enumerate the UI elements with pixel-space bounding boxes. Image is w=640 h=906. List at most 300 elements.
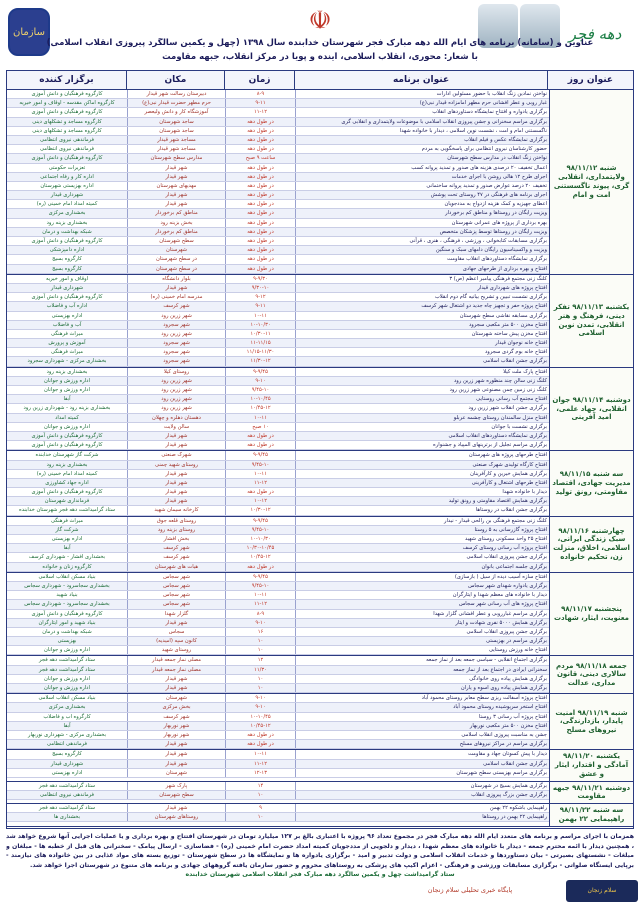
cell-program: کلنگ زنی سالن چند منظوره شهر زرین رود bbox=[295, 377, 549, 385]
cell-program: برگزاری جشن پیروزی انقلاب اسلامی bbox=[295, 628, 549, 636]
day-label: سه شنبه ۹۸/۱۱/۱۵ مدیریت جهادی، اقتصاد مقاومتی، رونق تولید bbox=[549, 451, 633, 515]
cell-program: برگزاری مراسم سخنرانی و جشن پیروزی انقلاب اسلامی با موضوعات ولایتمداری و انقلابی گری bbox=[295, 118, 549, 126]
cell-program: سخنرانی ایرادی در اجتماع بعد از نماز جمعه bbox=[295, 666, 549, 674]
cell-place: شهر کرسف bbox=[127, 302, 225, 310]
cell-organizer: اداره بهزیستی bbox=[51, 769, 83, 776]
day-group bbox=[7, 275, 633, 368]
cell-organizer: کارگروه فرهنگیان و دانش آموزی bbox=[31, 91, 103, 97]
cell-time: ۹-۱۲ bbox=[225, 293, 295, 301]
cell-organizer: کارگروه فرهنگیان و دانش آموزی bbox=[31, 432, 103, 439]
cell-time: در طول دهه bbox=[225, 219, 295, 227]
cell-time: در طول دهه bbox=[225, 237, 295, 245]
table-row bbox=[7, 395, 549, 404]
cell-organizer: اداره آب و فاضلاب bbox=[46, 303, 88, 310]
cell-organizer: شبکه بهداشت و درمان bbox=[42, 228, 92, 235]
cell-place: بخش مرکزی bbox=[127, 703, 225, 711]
cell-time: در طول دهه bbox=[225, 246, 295, 254]
table-row bbox=[7, 339, 549, 348]
day-rows bbox=[7, 517, 549, 572]
cell-place: در سطح شهرستان bbox=[127, 255, 225, 263]
cell-program: افتتاح خانه نوجوان قیدار bbox=[295, 339, 549, 347]
cell-time: ۱۱/۳۰-۱۲ bbox=[225, 357, 295, 365]
cell-time: ۹-۹/۴۵ bbox=[225, 368, 295, 376]
cell-time: ۹-۹/۴۵ bbox=[225, 451, 295, 459]
table-row bbox=[7, 228, 549, 237]
cell-organizer: بخشداری سجاسرود - شهرداری سجاس bbox=[24, 582, 110, 589]
cell-organizer: ستاد گرامیداشت دهه فجر bbox=[39, 782, 95, 789]
table-row bbox=[7, 127, 549, 136]
cell-place: پارک شهر bbox=[127, 782, 225, 790]
cell-organizer: بنیاد شهید bbox=[56, 592, 78, 599]
header-organizer: برگزار کننده bbox=[39, 75, 94, 85]
cell-program: برگزاری نمایشگاه دستاوردهای انقلاب مقاومت bbox=[295, 255, 549, 263]
cell-organizer: ستاد گرامیداشت دهه فجر bbox=[39, 657, 95, 664]
program-table bbox=[6, 70, 634, 829]
cell-program: برگزاری جلسه اجتماعی بانوان bbox=[295, 563, 549, 571]
cell-place: شهر کرسف bbox=[127, 544, 225, 552]
cell-organizer: بخشداری بزینه رود bbox=[46, 461, 88, 468]
cell-time: در طول دهه bbox=[225, 191, 295, 199]
cell-time: ۹-۹/۴۵ bbox=[225, 573, 295, 581]
cell-organizer: بخشداری مرکزی bbox=[48, 210, 86, 217]
cell-organizer: کارگروه فرهنگیان و دانش آموزی bbox=[31, 442, 103, 449]
cell-place: روستای بزینه رود bbox=[127, 526, 225, 534]
table-row bbox=[7, 441, 549, 450]
day-label: سه شنبه ۹۸/۱۱/۲۲ راهپیمایی ۲۲ بهمن bbox=[549, 804, 633, 826]
table-row bbox=[7, 804, 549, 813]
table-row bbox=[7, 404, 549, 413]
cell-organizer: اوقاف و امور خیریه bbox=[45, 275, 89, 282]
cell-time: ۹/۴۵-۱۰ bbox=[225, 386, 295, 394]
cell-place: شهر سجرود bbox=[127, 348, 225, 356]
cell-time: در طول دهه bbox=[225, 441, 295, 449]
day-label: پنجشنبه ۹۸/۱۱/۱۷ معنویت، ایثار، شهادت bbox=[549, 573, 633, 656]
cell-time: ۹-۱۰ bbox=[225, 619, 295, 627]
cell-organizer: بخشداری مرکزی bbox=[48, 704, 86, 711]
day-group bbox=[7, 694, 633, 750]
cell-time: ۱۰-۱۱ bbox=[225, 591, 295, 599]
cell-time: ۹-۱۰ bbox=[225, 694, 295, 702]
cell-program: برگزاری مراسم در مراکز نیروهای مسلح bbox=[295, 740, 549, 748]
cell-place: شهر سجرود bbox=[127, 357, 225, 365]
cell-program: غبار روبی و عطر افشانی حرم مطهر امامزاده قیدار نبی(ع) bbox=[295, 99, 549, 107]
table-row bbox=[7, 610, 549, 619]
cell-organizer: بخشداری سجاسرود - شهرداری سجاس bbox=[24, 601, 110, 608]
cell-program: افتتاح پروژه های آب رسانی شهر سجاس bbox=[295, 600, 549, 608]
table-row bbox=[7, 740, 549, 749]
cell-program: برگزاری همایش پیاده روی اسوه و یاران bbox=[295, 684, 549, 692]
cell-organizer: اداره بهزیستی bbox=[51, 312, 83, 319]
cell-time: در طول دهه bbox=[225, 200, 295, 208]
cell-program: برگزاری مسابقه نقاشی سطح شهرستان bbox=[295, 312, 549, 320]
table-row bbox=[7, 750, 549, 759]
logo-text: سازمان bbox=[12, 26, 45, 38]
cell-time: ۱۶ bbox=[225, 628, 295, 636]
cell-organizer: اداره ورزش و جوانان bbox=[44, 377, 90, 384]
table-row bbox=[7, 637, 549, 646]
cell-time: در طول دهه bbox=[225, 173, 295, 181]
table-row bbox=[7, 553, 549, 562]
cell-organizer: میراث فرهنگی bbox=[50, 330, 83, 337]
cell-program: دیدار با پیش کسوتان جهاد و مقاومت bbox=[295, 750, 549, 758]
day-group bbox=[7, 782, 633, 805]
cell-program: افتتاح پروژه های شهرداری قیدار bbox=[295, 284, 549, 292]
cell-time: ۱۰/۳۰-۱۰/۴۵ bbox=[225, 544, 295, 552]
table-row bbox=[7, 293, 549, 302]
day-label: یکشنبه ۹۸/۱۱/۲۰ آمادگی و اقتدار، ایثار و عشق bbox=[549, 750, 633, 780]
cell-program: ویزیت و واکسیناسیون رایگان دامهای سبک و سنگین bbox=[295, 246, 549, 254]
cell-time: ۹/۴۵-۱۰ bbox=[225, 582, 295, 590]
cell-place: شهر زرین رود bbox=[127, 312, 225, 320]
cell-organizer: اداره ورزش و جوانان bbox=[44, 387, 90, 393]
cell-organizer: شهرداری قیدار bbox=[50, 192, 84, 199]
cell-place: مساجد شهر قیدار bbox=[127, 145, 225, 153]
cell-program: برگزاری جشن پیروزی انقلاب اسلامی bbox=[295, 553, 549, 561]
table-row bbox=[7, 312, 549, 321]
cell-time: ۱۱-۱۲ bbox=[225, 600, 295, 608]
cell-program: دیدار با خانواده های معظم شهدا و ایثارگران bbox=[295, 591, 549, 599]
cell-time: در طول دهه bbox=[225, 209, 295, 217]
table-row bbox=[7, 675, 549, 684]
day-rows bbox=[7, 451, 549, 515]
cell-organizer: آبفا bbox=[63, 396, 71, 403]
cell-time: ۹/۴۵-۱۰ bbox=[225, 461, 295, 469]
cell-program: برگزاری مراسم غبارروبی و عطر افشانی گلزار شهدا bbox=[295, 610, 549, 618]
cell-program: افتتاح مجتمع آب رسانی روستایی bbox=[295, 395, 549, 403]
table-row bbox=[7, 656, 549, 665]
cell-program: اجرای برنامه های فرهنگی در ۴۷ روستای تحت پوشش bbox=[295, 191, 549, 199]
cell-time: ۱۰ bbox=[225, 637, 295, 645]
cell-place: سجاس bbox=[127, 628, 225, 636]
cell-organizer: بخشداری بزینه رود - شهرداری زرین رود bbox=[23, 405, 111, 412]
table-row bbox=[7, 731, 549, 740]
cell-organizer: فرماندهی نیروی انتظامی bbox=[39, 136, 95, 143]
day-rows bbox=[7, 90, 549, 274]
cell-time: ۹-۱۱ bbox=[225, 99, 295, 107]
cell-place: کارخانه سیمان شهید bbox=[127, 506, 225, 514]
cell-place: شهر سجاس bbox=[127, 591, 225, 599]
day-label: یکشنبه ۹۸/۱۱/۱۳ تفکر دینی، فرهنگ و هنر انقلابی، تمدن نوین اسلامی bbox=[549, 275, 633, 367]
cell-program: کلنگ زنی مجتمع فرهنگی پیامبر اعظم (ص) ۳ bbox=[295, 275, 549, 283]
day-group bbox=[7, 750, 633, 781]
cell-time: در طول دهه bbox=[225, 127, 295, 135]
table-row bbox=[7, 246, 549, 255]
cell-program: اعطای جهیزیه و کمک هزینه ازدواج به مددجویان bbox=[295, 200, 549, 208]
table-row bbox=[7, 182, 549, 191]
cell-time: ۹-۹/۴۵ bbox=[225, 517, 295, 525]
cell-place: ساجد شهرستان bbox=[127, 118, 225, 126]
day-rows bbox=[7, 694, 549, 749]
cell-time: در طول دهه bbox=[225, 164, 295, 172]
cell-program: افتتاح پروژه حفر و تجهیز چاه جدید دو اشتغال شهر کرسف bbox=[295, 302, 549, 310]
cell-program: برگزاری جشن انقلاب اسلامی bbox=[295, 357, 549, 365]
cell-place: روستای قلعه جوق bbox=[127, 517, 225, 525]
table-row bbox=[7, 219, 549, 228]
cell-place: دهستان دهلره و چهلان bbox=[127, 414, 225, 422]
cell-time: ۱۰-۱۲ bbox=[225, 497, 295, 505]
day-rows bbox=[7, 782, 549, 804]
cell-organizer: کارگروه فرهنگیان و دانش آموزی bbox=[31, 610, 103, 617]
cell-time: ۱۰ bbox=[225, 813, 295, 821]
cell-program: برگزاری همایش اقتصاد مقاومتی و رونق تولید bbox=[295, 497, 549, 505]
cell-program: برگزاری نشست تبیین و تشریح بیانیه گام دوم انقلاب bbox=[295, 293, 549, 301]
table-row bbox=[7, 255, 549, 264]
cell-time: ۱۱-۱۲ bbox=[225, 108, 295, 116]
table-row bbox=[7, 694, 549, 703]
cell-organizer: اداره جهاد کشاورزی bbox=[45, 479, 89, 486]
cell-place: شهرک صنعتی bbox=[127, 451, 225, 459]
cell-time: ۱۰-۱۰/۳۰ bbox=[225, 535, 295, 543]
cell-time: ۱۰ bbox=[225, 791, 295, 799]
cell-program: اجرای طرح ۱۲ هالی روشن با اجرای خدمات bbox=[295, 173, 549, 181]
cell-organizer: کارگروه فرهنگیان و دانش آموزی bbox=[31, 489, 103, 496]
cell-place: مهدیهای شهرستان bbox=[127, 182, 225, 190]
cell-program: افتتاح ۲۵ واحد مسکونی روستای شهید bbox=[295, 535, 549, 543]
cell-organizer: کارگروه فرهنگیان و دانش آموزی bbox=[31, 238, 103, 244]
cell-organizer: کارگروه بسیج bbox=[52, 751, 82, 758]
cell-organizer: کارگروه بسیج bbox=[52, 265, 82, 272]
cell-place: شهر سجرود bbox=[127, 339, 225, 347]
day-group bbox=[7, 804, 633, 827]
cell-place: حرم مطهر حضرت قیدار نبی(ع) bbox=[127, 99, 225, 107]
header bbox=[0, 0, 640, 68]
table-row bbox=[7, 544, 549, 553]
table-row bbox=[7, 164, 549, 173]
cell-organizer: کمیته امداد امام خمینی (ره) bbox=[36, 201, 98, 208]
table-row bbox=[7, 769, 549, 778]
cell-place: شهر قیدار bbox=[127, 479, 225, 487]
cell-organizer: آبفا bbox=[63, 722, 71, 729]
cell-program: برگزاری همایش پیاده روی خانوادگی bbox=[295, 675, 549, 683]
cell-program: افتتاح کارگاه تولیدی شهرک صنعتی bbox=[295, 461, 549, 469]
table-row bbox=[7, 791, 549, 800]
cell-organizer: بهزیستی bbox=[57, 638, 77, 645]
cell-program: حضور کارشناسان نیروی انتظامی برای پاسخگویی به مردم bbox=[295, 145, 549, 153]
cell-time: ۱۱-۱۲ bbox=[225, 479, 295, 487]
cell-time: ۹-۱۰ bbox=[225, 377, 295, 385]
table-row bbox=[7, 600, 549, 609]
cell-program: افتتاح سازه آسیب دیده از سیل ( بازسازی) bbox=[295, 573, 549, 581]
cell-time: ۱۱-۱۱/۱۵ bbox=[225, 339, 295, 347]
cell-place: شهر سجرود bbox=[127, 321, 225, 329]
table-row bbox=[7, 99, 549, 108]
cell-program: برگزاری جشن انقلاب اسلامی bbox=[295, 760, 549, 768]
cell-place: شهر زرین رود bbox=[127, 404, 225, 412]
table-row bbox=[7, 237, 549, 246]
cell-program: افتتاح استخر سرپوشیده روستای محمود آباد bbox=[295, 703, 549, 711]
cell-place: مناطق کم برخوردار bbox=[127, 228, 225, 236]
cell-organizer: بخشداری بزینه رود bbox=[46, 368, 88, 375]
cell-time: در طول دهه bbox=[225, 265, 295, 273]
cell-program: راهپیمایی باشکوه ۲۲ بهمن bbox=[295, 804, 549, 812]
cell-program: افتتاح مخزن ۵۰۰ متر مکعبی نوربهار bbox=[295, 722, 549, 730]
cell-program: نواختن زنگ انقلاب در مدارس سطح شهرستان bbox=[295, 154, 549, 162]
table-row bbox=[7, 684, 549, 693]
cell-time: ۱۱/۳۰ bbox=[225, 666, 295, 674]
table-row bbox=[7, 118, 549, 127]
table-row bbox=[7, 414, 549, 423]
cell-program: بهره برداری از پروژه های عمرانی شهرستان bbox=[295, 219, 549, 227]
cell-place: شهر قیدار bbox=[127, 675, 225, 683]
table-row bbox=[7, 479, 549, 488]
cell-organizer: کارگروه فرهنگیان و دانش آموزی bbox=[31, 294, 103, 301]
cell-program: ناگسستنی امام و امت ، نشست نوین اسلامی ، دیدار با خانواده شهدا bbox=[295, 127, 549, 135]
cell-organizer: بخشداری بزینه رود bbox=[46, 219, 88, 226]
table-row bbox=[7, 582, 549, 591]
cell-time: ۱۰ bbox=[225, 675, 295, 683]
cell-organizer: ستاد گرامیداشت دهه فجر bbox=[39, 666, 95, 673]
header-time: زمان bbox=[224, 71, 294, 89]
day-rows bbox=[7, 368, 549, 451]
cell-place: روستاهای شهرستان bbox=[127, 813, 225, 821]
cell-program: افتتاح خانه ورزش روستایی bbox=[295, 646, 549, 654]
cell-organizer: بخشداری مرکزی - شهرداری نوربهار bbox=[27, 731, 107, 738]
header-day: عنوان روز bbox=[547, 71, 633, 89]
cell-program: افتتاح و بهره برداری از طرحهای جهادی bbox=[295, 265, 549, 273]
table-row bbox=[7, 173, 549, 182]
cell-place: شهر نوربهار bbox=[127, 731, 225, 739]
cell-place: سطح شهرستان bbox=[127, 791, 225, 799]
cell-place: شهر قیدار bbox=[127, 488, 225, 496]
cell-program: افتتاح پروژه آسفالت ریزی سطح معابر روستای محمود آباد bbox=[295, 694, 549, 702]
cell-place: مساجد شهر قیدار bbox=[127, 136, 225, 144]
day-label: جمعه ۹۸/۱۱/۱۸ مردم سالاری دینی، قانون مداری، عدالت bbox=[549, 656, 633, 693]
cell-place: شهرستان bbox=[127, 694, 225, 702]
cell-place: مدارس سطح شهرستان bbox=[127, 154, 225, 162]
day-label: دوشنبه ۹۸/۱۱/۱۴ جوان انقلابی، جهاد علمی، امید آفرینی bbox=[549, 368, 633, 451]
cell-place: سالن ولایت bbox=[127, 423, 225, 431]
watermark-caption: پایگاه خبری تحلیلی سلام زنجان bbox=[427, 886, 513, 894]
cell-program: برگزاری جشن انقلاب در روستاها bbox=[295, 506, 549, 514]
header-place: مکان bbox=[126, 71, 224, 89]
cell-time: ۱۰/۴۵-۱۲ bbox=[225, 553, 295, 561]
cell-time: ۱۱/۱۵-۱۱/۳۰ bbox=[225, 348, 295, 356]
day-group bbox=[7, 451, 633, 516]
cell-place: شهر قیدار bbox=[127, 200, 225, 208]
cell-time: در طول دهه bbox=[225, 740, 295, 748]
cell-place: مصلی نماز جمعه قیدار bbox=[127, 656, 225, 664]
table-row bbox=[7, 265, 549, 274]
site-watermark: سلام زنجان bbox=[566, 880, 638, 902]
cell-time: ۸-۹ bbox=[225, 90, 295, 98]
cell-organizer: فرماندهی نیروی انتظامی bbox=[39, 791, 95, 798]
cell-program: افتتاح طرحهای پروژه های شهرستان bbox=[295, 451, 549, 459]
table-row bbox=[7, 90, 549, 99]
page-subtitle: با شعار: محوری، انقلاب اسلامی، آینده و پویا در مرکز انقلاب، جبهه مقاومت bbox=[162, 52, 478, 62]
cell-place: کانون سپه (امیدیه) bbox=[127, 637, 225, 645]
cell-organizer: اداره بهزیستی شهرستان bbox=[40, 182, 94, 189]
table-row bbox=[7, 722, 549, 731]
day-rows bbox=[7, 275, 549, 367]
cell-place: شهر قیدار bbox=[127, 750, 225, 758]
table-row bbox=[7, 284, 549, 293]
cell-place: شهر زرین رود bbox=[127, 395, 225, 403]
cell-program: برگزاری اجتماع انقلابی - سیاسی جمعه بعد از نماز جمعه bbox=[295, 656, 549, 664]
fajr-banner: دهه فجر bbox=[568, 25, 622, 43]
cell-place: شهر قیدار bbox=[127, 804, 225, 812]
cell-program: افتتاح پروژه گازرسانی به ۵ روستا bbox=[295, 526, 549, 534]
table-row bbox=[7, 154, 549, 163]
cell-place: شهر قیدار bbox=[127, 470, 225, 478]
cell-program: برگزاری مراسم در بهزیستی bbox=[295, 637, 549, 645]
cell-time: ۱۰-۱۱ bbox=[225, 312, 295, 320]
cell-program: برگزاری نشست با جوانان bbox=[295, 423, 549, 431]
cell-organizer: اداره دامپزشکی bbox=[49, 247, 85, 254]
cell-time: در طول دهه bbox=[225, 145, 295, 153]
table-row bbox=[7, 488, 549, 497]
cell-time: در طول دهه bbox=[225, 255, 295, 263]
cell-program: برگزاری یادواره و افتتاح نمایشگاه دستاوردهای انقلاب bbox=[295, 108, 549, 116]
table-row bbox=[7, 591, 549, 600]
cell-program: برگزاری مراسم تجلیل از برترینهای المپیاد و جشنواره bbox=[295, 441, 549, 449]
cell-place: شهر قیدار bbox=[127, 432, 225, 440]
cell-place: شهرستان bbox=[127, 246, 225, 254]
table-row bbox=[7, 506, 549, 515]
cell-place: گلزار شهدا bbox=[127, 610, 225, 618]
table-row bbox=[7, 302, 549, 311]
cell-place: روستای شهید چمنی bbox=[127, 461, 225, 469]
cell-place: شهر زرین رود bbox=[127, 330, 225, 338]
cell-organizer: بنیاد شهید و امور ایثارگران bbox=[38, 619, 96, 626]
cell-time: ۱۰ bbox=[225, 684, 295, 692]
cell-program: افتتاح مخزن پیش ساخته شهرستان bbox=[295, 330, 549, 338]
cell-organizer: بنیاد مسکن انقلاب اسلامی bbox=[38, 573, 96, 580]
cell-organizer: بنیاد مسکن انقلاب اسلامی bbox=[38, 695, 96, 702]
cell-time: ۱۰/۴۵-۱۲ bbox=[225, 404, 295, 412]
cell-place: شهر سجاس bbox=[127, 573, 225, 581]
cell-place: هیات های شهرستان bbox=[127, 563, 225, 571]
day-group bbox=[7, 90, 633, 275]
cell-time: ۱۰/۳۰-۱۲ bbox=[225, 506, 295, 514]
cell-organizer: اداره ورزش و جوانان bbox=[44, 685, 90, 691]
table-row bbox=[7, 813, 549, 822]
day-rows bbox=[7, 804, 549, 826]
footer-signature: ستاد گرامیداشت چهل و یکمین سالگرد دهه مبارک فجر انقلاب اسلامی شهرستان خدابنده bbox=[185, 871, 455, 879]
cell-program: برگزاری نمایشگاه عکس و فیلم انقلاب bbox=[295, 136, 549, 144]
cell-place: شهر قیدار bbox=[127, 284, 225, 292]
cell-organizer: شبکه بهداشت و درمان bbox=[42, 628, 92, 635]
cell-program: اعمال تخفیف ۲۰ درصدی هزینه های صدور و تمدید پروانه کسب bbox=[295, 164, 549, 172]
cell-program: برگزاری همایش خیرین و کارآفرینان bbox=[295, 470, 549, 478]
cell-time: در طول دهه bbox=[225, 182, 295, 190]
cell-organizer: کمیته امداد امام خمینی (ره) bbox=[36, 470, 98, 477]
cell-time: در طول دهه bbox=[225, 731, 295, 739]
cell-organizer: کمیته امداد bbox=[55, 414, 79, 421]
table-row bbox=[7, 348, 549, 357]
cell-organizer: شرکت گاز شهرستان خدابنده bbox=[35, 452, 99, 459]
organization-logo bbox=[8, 8, 50, 56]
cell-program: افتتاح پارک ملت کیلا bbox=[295, 368, 549, 376]
cell-organizer: کارگروه فرهنگیان و دانش آموزی bbox=[31, 155, 103, 162]
cell-place: شهر قیدار bbox=[127, 497, 225, 505]
table-row bbox=[7, 136, 549, 145]
day-rows bbox=[7, 573, 549, 656]
table-row bbox=[7, 535, 549, 544]
table-row bbox=[7, 423, 549, 432]
cell-organizer: آب و فاضلاب bbox=[52, 321, 82, 328]
cell-place: بخش افشار bbox=[127, 535, 225, 543]
table-row bbox=[7, 497, 549, 506]
cell-organizer: فرمانداری شهرستان bbox=[44, 498, 90, 505]
cell-organizer: آموزش و پرورش bbox=[48, 340, 86, 347]
cell-place: شهر سجاس bbox=[127, 600, 225, 608]
cell-organizer: تعزیرات حکومتی bbox=[48, 164, 86, 171]
cell-organizer: بخشداری مرکزی - شهرداری سجرود bbox=[27, 358, 107, 365]
cell-organizer: ستاد گرامیداشت دهه فجر شهرستان خدابنده bbox=[18, 507, 115, 514]
cell-time: ۱۰-۱۱ bbox=[225, 414, 295, 422]
table-row bbox=[7, 368, 549, 377]
cell-organizer: ستاد گرامیداشت دهه فجر bbox=[39, 805, 95, 812]
